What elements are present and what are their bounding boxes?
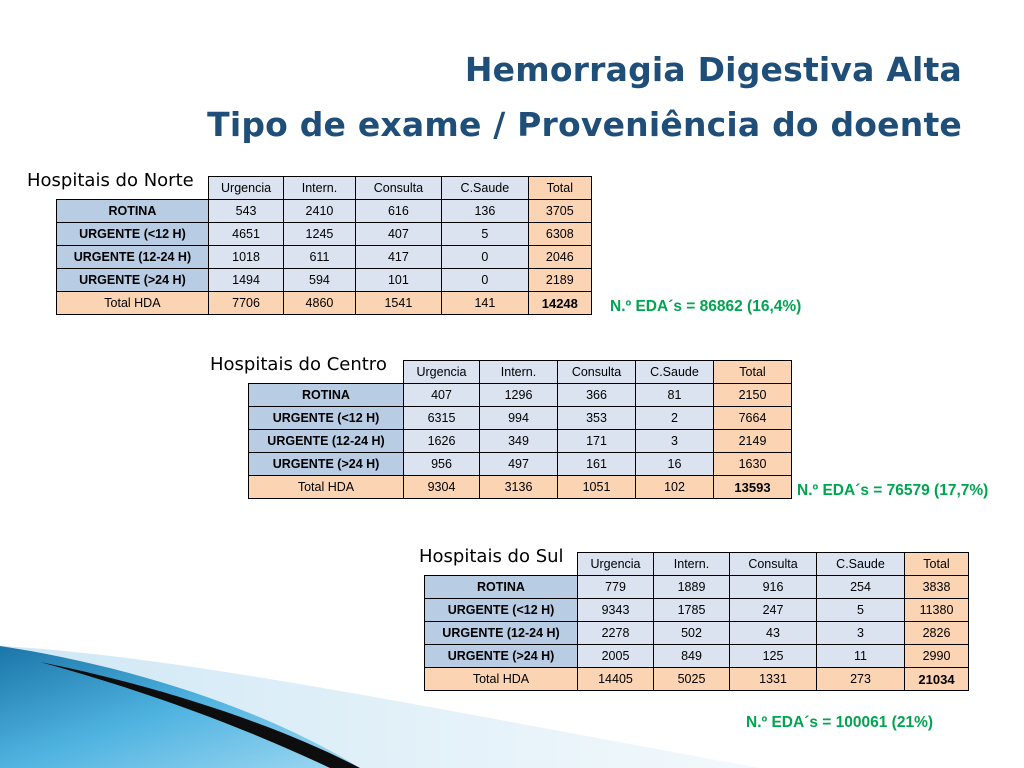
cell: 5025: [654, 668, 730, 691]
cell: 43: [730, 622, 817, 645]
cell: 1331: [730, 668, 817, 691]
col-header-total: Total: [528, 177, 591, 200]
cell-total: 7664: [714, 407, 792, 430]
table-centro: [248, 360, 792, 499]
cell: 5: [442, 223, 528, 246]
table-row: [249, 384, 792, 407]
cell: 1626: [404, 430, 480, 453]
table-row: [57, 269, 592, 292]
cell: 247: [730, 599, 817, 622]
cell: 611: [284, 246, 355, 269]
grand-total: 13593: [714, 476, 792, 499]
table-total-row: [249, 476, 792, 499]
col-header-intern: Intern.: [654, 553, 730, 576]
slide-title-line1: Hemorragia Digestiva Alta: [464, 50, 962, 89]
table-row: [249, 430, 792, 453]
cell: 6315: [404, 407, 480, 430]
slide-title-line2: Tipo de exame / Proveniência do doente: [207, 105, 962, 144]
grand-total: 14248: [528, 292, 591, 315]
cell: 0: [442, 269, 528, 292]
row-label: URGENTE (<12 H): [425, 599, 578, 622]
col-header-consulta: Consulta: [355, 177, 441, 200]
cell: 616: [355, 200, 441, 223]
cell-total: 2150: [714, 384, 792, 407]
col-header-urgencia: Urgencia: [404, 361, 480, 384]
cell-total: 3838: [905, 576, 969, 599]
table-row: [57, 246, 592, 269]
col-header-urgencia: Urgencia: [578, 553, 654, 576]
cell: 9304: [404, 476, 480, 499]
table-header-row: [249, 361, 792, 384]
cell-total: 3705: [528, 200, 591, 223]
decorative-swoosh: [0, 646, 760, 768]
cell: 4651: [208, 223, 283, 246]
cell: 171: [558, 430, 636, 453]
cell: 407: [355, 223, 441, 246]
row-label: URGENTE (12-24 H): [57, 246, 209, 269]
grand-total: 21034: [905, 668, 969, 691]
cell: 81: [636, 384, 714, 407]
cell: 3: [636, 430, 714, 453]
cell: 273: [817, 668, 905, 691]
cell: 7706: [208, 292, 283, 315]
cell-total: 11380: [905, 599, 969, 622]
table-row: [425, 576, 969, 599]
cell: 1296: [480, 384, 558, 407]
cell: 5: [817, 599, 905, 622]
cell: 1018: [208, 246, 283, 269]
table-total-row: [57, 292, 592, 315]
cell: 9343: [578, 599, 654, 622]
cell-total: 2990: [905, 645, 969, 668]
cell: 102: [636, 476, 714, 499]
col-header-consulta: Consulta: [558, 361, 636, 384]
header-blank: [57, 177, 209, 200]
col-header-csaude: C.Saude: [442, 177, 528, 200]
cell: 1889: [654, 576, 730, 599]
total-row-label: Total HDA: [425, 668, 578, 691]
cell: 407: [404, 384, 480, 407]
cell: 779: [578, 576, 654, 599]
cell: 101: [355, 269, 441, 292]
cell: 366: [558, 384, 636, 407]
table-row: [425, 599, 969, 622]
cell: 2410: [284, 200, 355, 223]
cell: 502: [654, 622, 730, 645]
region-label-centro: Hospitais do Centro: [210, 354, 387, 375]
cell: 1494: [208, 269, 283, 292]
cell: 2278: [578, 622, 654, 645]
row-label: URGENTE (>24 H): [425, 645, 578, 668]
col-header-consulta: Consulta: [730, 553, 817, 576]
cell: 1541: [355, 292, 441, 315]
row-label: ROTINA: [425, 576, 578, 599]
row-label: ROTINA: [249, 384, 404, 407]
cell: 2005: [578, 645, 654, 668]
cell: 994: [480, 407, 558, 430]
cell: 1051: [558, 476, 636, 499]
col-header-intern: Intern.: [480, 361, 558, 384]
table-header-row: [57, 177, 592, 200]
table-row: [57, 223, 592, 246]
col-header-csaude: C.Saude: [636, 361, 714, 384]
cell: 136: [442, 200, 528, 223]
cell: 161: [558, 453, 636, 476]
header-blank: [249, 361, 404, 384]
table-header-row: [425, 553, 969, 576]
region-label-norte: Hospitais do Norte: [27, 170, 194, 191]
cell: 3: [817, 622, 905, 645]
row-label: URGENTE (<12 H): [249, 407, 404, 430]
cell-total: 2046: [528, 246, 591, 269]
total-row-label: Total HDA: [249, 476, 404, 499]
cell: 11: [817, 645, 905, 668]
table-norte: [56, 176, 592, 315]
eda-count-norte: N.º EDA´s = 86862 (16,4%): [610, 298, 802, 315]
cell: 141: [442, 292, 528, 315]
eda-count-centro: N.º EDA´s = 76579 (17,7%): [797, 482, 989, 499]
col-header-intern: Intern.: [284, 177, 355, 200]
row-label: URGENTE (12-24 H): [425, 622, 578, 645]
cell: 2: [636, 407, 714, 430]
row-label: URGENTE (>24 H): [249, 453, 404, 476]
cell: 1245: [284, 223, 355, 246]
cell-total: 1630: [714, 453, 792, 476]
header-blank: [425, 553, 578, 576]
cell: 956: [404, 453, 480, 476]
cell-total: 2149: [714, 430, 792, 453]
cell: 14405: [578, 668, 654, 691]
table-row: [425, 622, 969, 645]
cell: 543: [208, 200, 283, 223]
cell: 916: [730, 576, 817, 599]
cell: 849: [654, 645, 730, 668]
row-label: URGENTE (<12 H): [57, 223, 209, 246]
cell: 497: [480, 453, 558, 476]
cell: 1785: [654, 599, 730, 622]
table-row: [249, 407, 792, 430]
row-label: URGENTE (12-24 H): [249, 430, 404, 453]
col-header-csaude: C.Saude: [817, 553, 905, 576]
cell: 417: [355, 246, 441, 269]
region-label-sul: Hospitais do Sul: [419, 546, 564, 567]
cell: 0: [442, 246, 528, 269]
cell-total: 6308: [528, 223, 591, 246]
total-row-label: Total HDA: [57, 292, 209, 315]
cell: 254: [817, 576, 905, 599]
cell-total: 2826: [905, 622, 969, 645]
col-header-urgencia: Urgencia: [208, 177, 283, 200]
eda-count-sul: N.º EDA´s = 100061 (21%): [746, 714, 934, 731]
cell: 349: [480, 430, 558, 453]
row-label: ROTINA: [57, 200, 209, 223]
row-label: URGENTE (>24 H): [57, 269, 209, 292]
cell-total: 2189: [528, 269, 591, 292]
cell: 3136: [480, 476, 558, 499]
cell: 125: [730, 645, 817, 668]
table-row: [57, 200, 592, 223]
table-row: [249, 453, 792, 476]
cell: 594: [284, 269, 355, 292]
col-header-total: Total: [905, 553, 969, 576]
cell: 4860: [284, 292, 355, 315]
col-header-total: Total: [714, 361, 792, 384]
cell: 16: [636, 453, 714, 476]
cell: 353: [558, 407, 636, 430]
